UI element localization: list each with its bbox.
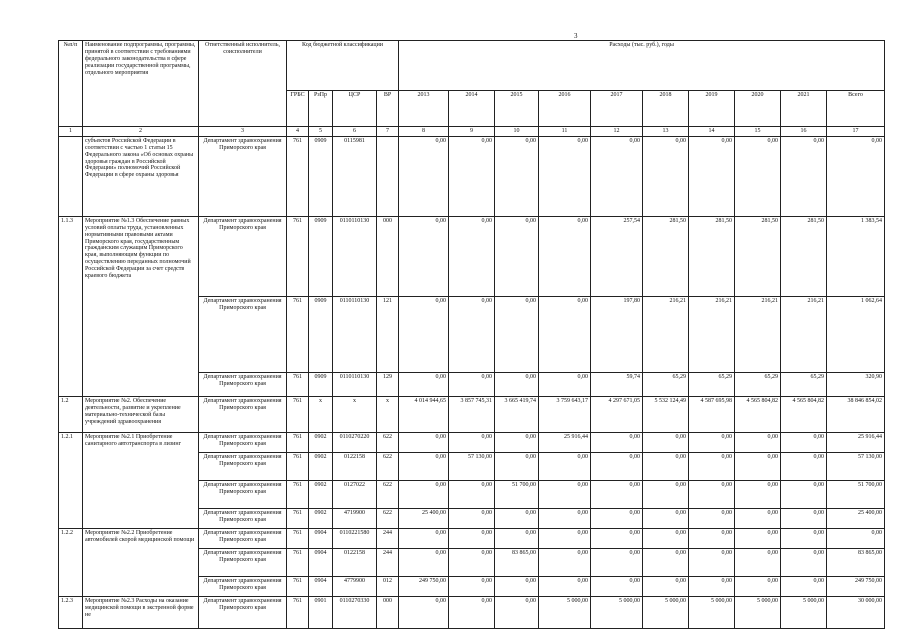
year-value-cell: 216,21 xyxy=(643,296,689,372)
budget-code-cell: 761 xyxy=(287,452,309,480)
year-value-cell: 3 759 643,17 xyxy=(539,396,591,432)
table-row xyxy=(59,396,885,432)
budget-code-cell: 0110110130 xyxy=(333,372,377,396)
total-value-cell: 83 865,00 xyxy=(827,548,885,576)
column-number: 15 xyxy=(735,127,781,137)
column-number: 14 xyxy=(689,127,735,137)
budget-code-cell: 121 xyxy=(377,296,399,372)
budget-code-cell: 622 xyxy=(377,452,399,480)
budget-code-cell: 000 xyxy=(377,596,399,628)
year-value-cell: 5 000,00 xyxy=(735,596,781,628)
year-value-cell: 0,00 xyxy=(591,528,643,548)
year-value-cell: 197,80 xyxy=(591,296,643,372)
budget-code-cell: х xyxy=(333,396,377,432)
program-name-cell: Мероприятие №2.1 Приобретение санитарного автотранспорта в лизинг xyxy=(83,432,199,528)
executor-cell: Департамент здравоохранения Приморского края xyxy=(199,548,287,576)
year-value-cell: 0,00 xyxy=(495,576,539,596)
year-value-cell: 216,21 xyxy=(781,296,827,372)
year-value-cell: 0,00 xyxy=(449,480,495,508)
year-value-cell: 0,00 xyxy=(735,576,781,596)
year-value-cell: 65,29 xyxy=(781,372,827,396)
year-value-cell: 0,00 xyxy=(781,508,827,528)
year-value-cell: 0,00 xyxy=(539,576,591,596)
budget-code-cell: 0110270220 xyxy=(333,432,377,452)
year-value-cell: 0,00 xyxy=(399,216,449,296)
year-value-cell: 281,50 xyxy=(781,216,827,296)
year-value-cell: 0,00 xyxy=(781,548,827,576)
year-value-cell: 0,00 xyxy=(689,432,735,452)
year-value-cell: 0,00 xyxy=(689,480,735,508)
executor-cell: Департамент здравоохранения Приморского края xyxy=(199,576,287,596)
year-value-cell: 0,00 xyxy=(495,432,539,452)
total-value-cell: 0,00 xyxy=(827,136,885,216)
total-value-cell: 320,90 xyxy=(827,372,885,396)
table-row xyxy=(59,528,885,548)
executor-cell: Департамент здравоохранения Приморского края xyxy=(199,396,287,432)
year-value-cell: 0,00 xyxy=(495,372,539,396)
budget-code-cell: 0110110130 xyxy=(333,216,377,296)
year-value-cell: 0,00 xyxy=(735,508,781,528)
year-value-cell: 0,00 xyxy=(449,576,495,596)
year-value-cell: 0,00 xyxy=(643,508,689,528)
header-program-name: Наименование подпрограммы, программы, принятой в соответствии с требованиями федерального законодательства в сфере реализации государственной программы, отдельного мероприятия xyxy=(83,41,199,127)
year-value-cell: 0,00 xyxy=(449,216,495,296)
year-value-cell: 0,00 xyxy=(643,452,689,480)
year-value-cell: 3 665 419,74 xyxy=(495,396,539,432)
total-value-cell: 1 062,64 xyxy=(827,296,885,372)
header-year: 2015 xyxy=(495,91,539,127)
year-value-cell: 0,00 xyxy=(689,136,735,216)
year-value-cell: 0,00 xyxy=(495,216,539,296)
total-value-cell: 51 700,00 xyxy=(827,480,885,508)
year-value-cell: 281,50 xyxy=(735,216,781,296)
executor-cell: Департамент здравоохранения Приморского края xyxy=(199,296,287,372)
column-numbering-row xyxy=(59,127,885,137)
year-value-cell: 281,50 xyxy=(689,216,735,296)
year-value-cell: 0,00 xyxy=(449,296,495,372)
budget-code-cell: 761 xyxy=(287,216,309,296)
year-value-cell: 0,00 xyxy=(781,480,827,508)
column-number: 8 xyxy=(399,127,449,137)
header-year: 2018 xyxy=(643,91,689,127)
budget-code-cell: 761 xyxy=(287,576,309,596)
year-value-cell: 0,00 xyxy=(449,528,495,548)
year-value-cell: 5 000,00 xyxy=(689,596,735,628)
executor-cell: Департамент здравоохранения Приморского края xyxy=(199,508,287,528)
year-value-cell: 0,00 xyxy=(643,136,689,216)
year-value-cell: 5 000,00 xyxy=(591,596,643,628)
budget-code-cell: 0110110130 xyxy=(333,296,377,372)
row-number-cell: 1.1.3 xyxy=(59,216,83,396)
budget-code-cell: 761 xyxy=(287,432,309,452)
budget-code-cell: 761 xyxy=(287,396,309,432)
year-value-cell: 0,00 xyxy=(689,576,735,596)
budget-code-cell: х xyxy=(377,396,399,432)
column-number: 5 xyxy=(309,127,333,137)
budget-code-cell: 244 xyxy=(377,548,399,576)
year-value-cell: 59,74 xyxy=(591,372,643,396)
year-value-cell: 0,00 xyxy=(449,596,495,628)
column-number: 6 xyxy=(333,127,377,137)
year-value-cell: 0,00 xyxy=(591,576,643,596)
budget-code-cell: 0902 xyxy=(309,432,333,452)
column-number: 16 xyxy=(781,127,827,137)
year-value-cell: 0,00 xyxy=(689,528,735,548)
year-value-cell: 4 565 804,82 xyxy=(781,396,827,432)
year-value-cell: 0,00 xyxy=(449,372,495,396)
year-value-cell: 0,00 xyxy=(495,452,539,480)
year-value-cell: 0,00 xyxy=(399,136,449,216)
year-value-cell: 0,00 xyxy=(591,452,643,480)
budget-code-cell: 622 xyxy=(377,508,399,528)
executor-cell: Департамент здравоохранения Приморского края xyxy=(199,596,287,628)
year-value-cell: 25 916,44 xyxy=(539,432,591,452)
header-csr: ЦСР xyxy=(333,91,377,127)
year-value-cell: 0,00 xyxy=(689,452,735,480)
header-year: 2016 xyxy=(539,91,591,127)
year-value-cell: 0,00 xyxy=(781,432,827,452)
row-number-cell: 1.2.2 xyxy=(59,528,83,596)
year-value-cell: 0,00 xyxy=(399,596,449,628)
budget-code-cell: 0901 xyxy=(309,596,333,628)
budget-code-cell: 0115981 xyxy=(333,136,377,216)
budget-code-cell: 0127022 xyxy=(333,480,377,508)
table-row xyxy=(59,432,885,452)
year-value-cell: 0,00 xyxy=(781,576,827,596)
year-value-cell: 0,00 xyxy=(539,296,591,372)
year-value-cell: 0,00 xyxy=(643,432,689,452)
table-row xyxy=(59,136,885,216)
header-year: 2014 xyxy=(449,91,495,127)
budget-code-cell: 0902 xyxy=(309,508,333,528)
year-value-cell: 0,00 xyxy=(643,528,689,548)
year-value-cell: 0,00 xyxy=(539,508,591,528)
budget-code-cell: 0902 xyxy=(309,452,333,480)
year-value-cell: 0,00 xyxy=(735,136,781,216)
year-value-cell: 0,00 xyxy=(495,508,539,528)
year-value-cell: 0,00 xyxy=(643,480,689,508)
year-value-cell: 0,00 xyxy=(539,216,591,296)
year-value-cell: 3 857 745,31 xyxy=(449,396,495,432)
year-value-cell: 0,00 xyxy=(539,480,591,508)
total-value-cell: 249 750,00 xyxy=(827,576,885,596)
column-number: 2 xyxy=(83,127,199,137)
budget-code-cell: 761 xyxy=(287,136,309,216)
year-value-cell: 0,00 xyxy=(539,452,591,480)
budget-code-cell: 0904 xyxy=(309,576,333,596)
year-value-cell: 0,00 xyxy=(399,432,449,452)
program-name-cell: Мероприятие №2.3 Расходы на оказание медицинской помощи в экстренной форме не xyxy=(83,596,199,628)
budget-code-cell xyxy=(377,136,399,216)
total-value-cell: 25 400,00 xyxy=(827,508,885,528)
column-number: 7 xyxy=(377,127,399,137)
budget-code-cell: 0110221580 xyxy=(333,528,377,548)
year-value-cell: 0,00 xyxy=(399,372,449,396)
year-value-cell: 0,00 xyxy=(735,528,781,548)
column-number: 3 xyxy=(199,127,287,137)
year-value-cell: 5 532 124,49 xyxy=(643,396,689,432)
column-number: 9 xyxy=(449,127,495,137)
year-value-cell: 0,00 xyxy=(449,432,495,452)
budget-code-cell: 761 xyxy=(287,528,309,548)
column-number: 11 xyxy=(539,127,591,137)
budget-code-cell: 622 xyxy=(377,432,399,452)
executor-cell: Департамент здравоохранения Приморского края xyxy=(199,432,287,452)
column-number: 13 xyxy=(643,127,689,137)
year-value-cell: 216,21 xyxy=(689,296,735,372)
executor-cell: Департамент здравоохранения Приморского края xyxy=(199,452,287,480)
year-value-cell: 0,00 xyxy=(781,528,827,548)
header-year: 2021 xyxy=(781,91,827,127)
year-value-cell: 0,00 xyxy=(495,296,539,372)
budget-code-cell: 0909 xyxy=(309,216,333,296)
year-value-cell: 0,00 xyxy=(781,136,827,216)
year-value-cell: 0,00 xyxy=(735,548,781,576)
year-value-cell: 249 750,00 xyxy=(399,576,449,596)
year-value-cell: 51 700,00 xyxy=(495,480,539,508)
budget-code-cell: 0904 xyxy=(309,548,333,576)
year-value-cell: 5 000,00 xyxy=(643,596,689,628)
header-year: 2019 xyxy=(689,91,735,127)
header-grbs: ГРБС xyxy=(287,91,309,127)
budget-code-cell: 0122158 xyxy=(333,548,377,576)
budget-code-cell: 0909 xyxy=(309,136,333,216)
year-value-cell: 0,00 xyxy=(643,576,689,596)
year-value-cell: 0,00 xyxy=(689,548,735,576)
year-value-cell: 65,29 xyxy=(689,372,735,396)
total-value-cell: 0,00 xyxy=(827,528,885,548)
year-value-cell: 0,00 xyxy=(539,548,591,576)
year-value-cell: 65,29 xyxy=(643,372,689,396)
year-value-cell: 0,00 xyxy=(643,548,689,576)
program-name-cell: Мероприятие №1.3 Обеспечение равных условий оплаты труда, установленных нормативными правовыми актами Приморского края, государственным гражданским служащим Приморского края, выполняющим функции по осуществлению переданных полномочий Российской Федерации за счет средств краевого бюджета xyxy=(83,216,199,396)
header-vr: ВР xyxy=(377,91,399,127)
year-value-cell: 5 000,00 xyxy=(539,596,591,628)
year-value-cell: 0,00 xyxy=(399,296,449,372)
year-value-cell: 0,00 xyxy=(591,548,643,576)
year-value-cell: 0,00 xyxy=(399,528,449,548)
total-value-cell: 38 846 854,02 xyxy=(827,396,885,432)
year-value-cell: 0,00 xyxy=(539,528,591,548)
budget-code-cell: 0902 xyxy=(309,480,333,508)
total-value-cell: 57 130,00 xyxy=(827,452,885,480)
column-number: 4 xyxy=(287,127,309,137)
year-value-cell: 0,00 xyxy=(449,136,495,216)
budget-code-cell: 0110270330 xyxy=(333,596,377,628)
column-number: 12 xyxy=(591,127,643,137)
program-name-cell: субъектов Российской Федерации в соответствии с частью 1 статьи 15 Федерального закона «Об основах охраны здоровья граждан в Российской Федерации» полномочий Российской Федерации в сфере охраны здоровья xyxy=(83,136,199,216)
year-value-cell: 83 865,00 xyxy=(495,548,539,576)
budget-code-cell: 0904 xyxy=(309,528,333,548)
page-number: 3 xyxy=(574,32,578,40)
header-year: 2017 xyxy=(591,91,643,127)
executor-cell: Департамент здравоохранения Приморского края xyxy=(199,528,287,548)
year-value-cell: 281,50 xyxy=(643,216,689,296)
year-value-cell: 216,21 xyxy=(735,296,781,372)
year-value-cell: 0,00 xyxy=(539,372,591,396)
year-value-cell: 0,00 xyxy=(735,480,781,508)
header-expenses: Расходы (тыс. руб.), годы xyxy=(399,41,885,91)
year-value-cell: 0,00 xyxy=(591,480,643,508)
header-rzpr: РзПр xyxy=(309,91,333,127)
total-value-cell: 30 000,00 xyxy=(827,596,885,628)
budget-code-cell: 761 xyxy=(287,296,309,372)
budget-code-cell: 012 xyxy=(377,576,399,596)
budget-code-cell: 000 xyxy=(377,216,399,296)
year-value-cell: 0,00 xyxy=(689,508,735,528)
budget-code-cell: 0122158 xyxy=(333,452,377,480)
header-total: Всего xyxy=(827,91,885,127)
total-value-cell: 25 916,44 xyxy=(827,432,885,452)
year-value-cell: 0,00 xyxy=(399,452,449,480)
budget-code-cell: 0909 xyxy=(309,372,333,396)
budget-code-cell: 4719900 xyxy=(333,508,377,528)
year-value-cell: 0,00 xyxy=(495,136,539,216)
table-row xyxy=(59,596,885,628)
budget-code-cell: 4779900 xyxy=(333,576,377,596)
row-number-cell: 1.2.3 xyxy=(59,596,83,628)
program-name-cell: Мероприятие №2.2 Приобретение автомобилей скорой медицинской помощи xyxy=(83,528,199,596)
year-value-cell: 0,00 xyxy=(735,432,781,452)
year-value-cell: 0,00 xyxy=(399,480,449,508)
header-executor: Ответственный исполнитель, соисполнители xyxy=(199,41,287,127)
budget-code-cell: х xyxy=(309,396,333,432)
budget-code-cell: 0909 xyxy=(309,296,333,372)
executor-cell: Департамент здравоохранения Приморского края xyxy=(199,372,287,396)
year-value-cell: 0,00 xyxy=(735,452,781,480)
year-value-cell: 0,00 xyxy=(591,508,643,528)
program-name-cell: Мероприятие №2. Обеспечение деятельности, развитие и укрепление материально-технической базы учреждений здравоохранения xyxy=(83,396,199,432)
header-year: 2013 xyxy=(399,91,449,127)
budget-code-cell: 622 xyxy=(377,480,399,508)
budget-code-cell: 129 xyxy=(377,372,399,396)
header-year: 2020 xyxy=(735,91,781,127)
budget-code-cell: 761 xyxy=(287,548,309,576)
column-number: 17 xyxy=(827,127,885,137)
year-value-cell: 0,00 xyxy=(399,548,449,576)
year-value-cell: 65,29 xyxy=(735,372,781,396)
header-row-number: №п/п xyxy=(59,41,83,127)
table-row xyxy=(59,216,885,296)
budget-code-cell: 761 xyxy=(287,480,309,508)
year-value-cell: 0,00 xyxy=(449,508,495,528)
year-value-cell: 4 565 804,82 xyxy=(735,396,781,432)
column-number: 1 xyxy=(59,127,83,137)
year-value-cell: 4 297 671,05 xyxy=(591,396,643,432)
year-value-cell: 0,00 xyxy=(539,136,591,216)
column-number: 10 xyxy=(495,127,539,137)
year-value-cell: 25 400,00 xyxy=(399,508,449,528)
executor-cell: Департамент здравоохранения Приморского края xyxy=(199,480,287,508)
budget-code-cell: 244 xyxy=(377,528,399,548)
year-value-cell: 57 130,00 xyxy=(449,452,495,480)
row-number-cell: 1.2.1 xyxy=(59,432,83,528)
budget-code-cell: 761 xyxy=(287,596,309,628)
year-value-cell: 4 587 695,98 xyxy=(689,396,735,432)
year-value-cell: 0,00 xyxy=(495,596,539,628)
year-value-cell: 0,00 xyxy=(591,432,643,452)
row-number-cell: 1.2 xyxy=(59,396,83,432)
total-value-cell: 1 383,54 xyxy=(827,216,885,296)
budget-code-cell: 761 xyxy=(287,372,309,396)
year-value-cell: 0,00 xyxy=(781,452,827,480)
executor-cell: Департамент здравоохранения Приморского края xyxy=(199,136,287,216)
budget-code-cell: 761 xyxy=(287,508,309,528)
year-value-cell: 4 014 944,65 xyxy=(399,396,449,432)
executor-cell: Департамент здравоохранения Приморского края xyxy=(199,216,287,296)
row-number-cell xyxy=(59,136,83,216)
year-value-cell: 0,00 xyxy=(495,528,539,548)
year-value-cell: 257,54 xyxy=(591,216,643,296)
year-value-cell: 0,00 xyxy=(449,548,495,576)
year-value-cell: 5 000,00 xyxy=(781,596,827,628)
budget-table xyxy=(58,40,885,629)
header-budget-codes: Код бюджетной классификации xyxy=(287,41,399,91)
year-value-cell: 0,00 xyxy=(591,136,643,216)
